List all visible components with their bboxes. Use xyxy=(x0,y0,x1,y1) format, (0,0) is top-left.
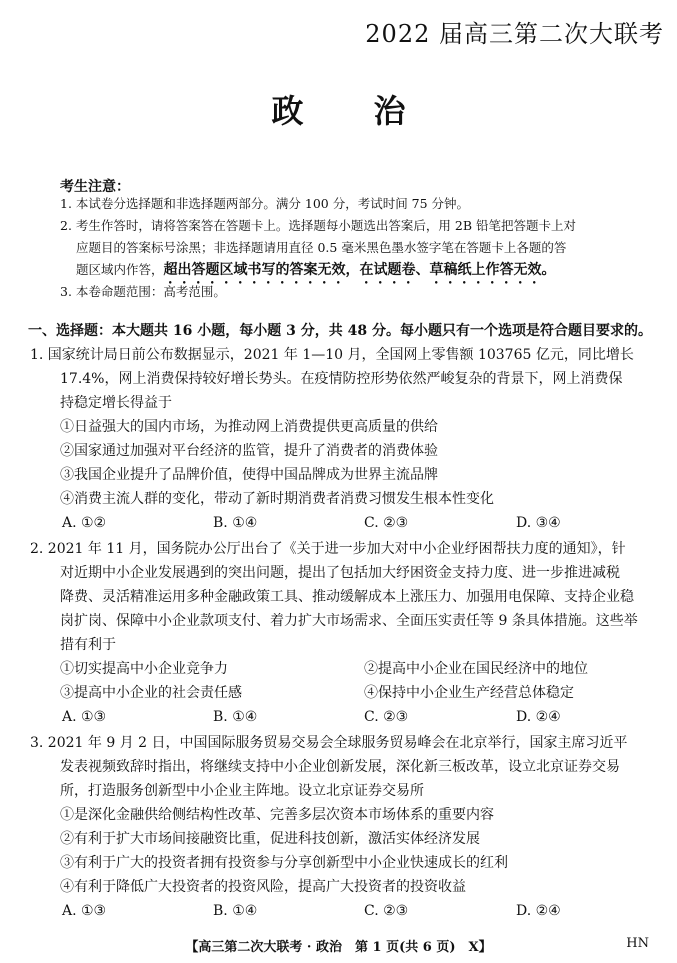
exam-title: 2022 届高三第二次大联考 xyxy=(365,20,664,48)
q3-answer-b: B. ①④ xyxy=(213,903,258,919)
q3-option-1: ①是深化金融供给侧结构性改革、完善多层次资本市场体系的重要内容 xyxy=(60,807,494,823)
q1-answer-c: C. ②③ xyxy=(364,515,409,531)
notice-heading: 考生注意： xyxy=(60,179,130,195)
section-heading: 一、选择题：本大题共 16 小题，每小题 3 分，共 48 分。每小题只有一个选项是符合题目要求的。 xyxy=(28,323,652,339)
q1-answer-a: A. ①② xyxy=(62,515,107,531)
q3-answer-d: D. ②④ xyxy=(516,903,561,919)
subject-title xyxy=(0,86,677,132)
notice-line-3: 应题目的答案标号涂黑；非选择题请用直径 0.5 毫米黑色墨水签字笔在答题卡上各题的答 xyxy=(76,240,567,255)
q1-option-3: ③我国企业提升了品牌价值，使得中国品牌成为世界主流品牌 xyxy=(60,467,438,483)
q2-stem-line-2: 对近期中小企业发展遇到的突出问题，提出了包括加大纾困资金支持力度、进一步推进减税 xyxy=(60,565,620,581)
q1-stem-line-1: 1. 国家统计局日前公布数据显示，2021 年 1—10 月，全国网上零售额 103765 亿元，同比增长 xyxy=(30,347,634,363)
notice-line-4-plain: 题区域内作答， xyxy=(76,262,164,277)
q1-option-4: ④消费主流人群的变化，带动了新时期消费者消费习惯发生根本性变化 xyxy=(60,491,494,507)
q3-option-4: ④有利于降低广大投资者的投资风险，提高广大投资者的投资收益 xyxy=(60,879,466,895)
q2-answer-a: A. ①③ xyxy=(62,709,107,725)
subject-char-2: 治 xyxy=(373,92,406,130)
region-code: HN xyxy=(626,936,649,951)
q3-option-3: ③有利于广大的投资者拥有投资参与分享创新型中小企业快速成长的红利 xyxy=(60,855,508,871)
q2-answer-c: C. ②③ xyxy=(364,709,409,725)
q2-stem-line-3: 降费、灵活精准运用多种金融政策工具、推动缓解成本上涨压力、加强用电保障、支持企业稳 xyxy=(60,589,634,605)
subject-char-1: 政 xyxy=(271,92,304,130)
q2-stem-line-1: 2. 2021 年 11 月，国务院办公厅出台了《关于进一步加大对中小企业纾困帮扶力度的通知》，针 xyxy=(30,541,626,557)
q2-option-2: ②提高中小企业在国民经济中的地位 xyxy=(364,661,588,677)
q3-stem-line-3: 所，打造服务创新型中小企业主阵地。设立北京证券交易所 xyxy=(60,783,424,799)
q3-option-2: ②有利于扩大市场间接融资比重，促进科技创新，激活实体经济发展 xyxy=(60,831,480,847)
q2-option-3: ③提高中小企业的社会责任感 xyxy=(60,685,242,701)
notice-line-2: 2. 考生作答时，请将答案答在答题卡上。选择题每小题选出答案后，用 2B 铅笔把答题卡上对 xyxy=(60,218,576,233)
q1-option-1: ①日益强大的国内市场，为推动网上消费提供更高质量的供给 xyxy=(60,419,438,435)
q2-option-1: ①切实提高中小企业竞争力 xyxy=(60,661,228,677)
q2-option-4: ④保持中小企业生产经营总体稳定 xyxy=(364,685,574,701)
q1-stem-line-3: 持稳定增长得益于 xyxy=(60,395,172,411)
q3-stem-line-1: 3. 2021 年 9 月 2 日，中国国际服务贸易交易会全球服务贸易峰会在北京举行，国家主席习近平 xyxy=(30,735,628,751)
notice-line-4-emphasis: 超出答题区域书写的答案无效，在试题卷、草稿纸上作答无效。 xyxy=(163,262,556,278)
q3-answer-c: C. ②③ xyxy=(364,903,409,919)
page-footer: 【高三第二次大联考 · 政治 第 1 页(共 6 页) X】 xyxy=(185,940,492,955)
q2-answer-d: D. ②④ xyxy=(516,709,561,725)
q2-stem-line-4: 岗扩岗、保障中小企业款项支付、着力扩大市场需求、全面压实责任等 9 条具体措施。这些举 xyxy=(60,613,638,629)
q2-answer-b: B. ①④ xyxy=(213,709,258,725)
q1-stem-line-2: 17.4%，网上消费保持较好增长势头。在疫情防控形势依然严峻复杂的背景下，网上消费保 xyxy=(60,371,623,387)
q2-stem-line-5: 措有利于 xyxy=(60,637,116,653)
notice-line-1: 1. 本试卷分选择题和非选择题两部分。满分 100 分，考试时间 75 分钟。 xyxy=(60,196,470,211)
q1-answer-d: D. ③④ xyxy=(516,515,561,531)
notice-line-5: 3. 本卷命题范围：高考范围。 xyxy=(60,284,226,299)
q3-answer-a: A. ①③ xyxy=(62,903,107,919)
q3-stem-line-2: 发表视频致辞时指出，将继续支持中小企业创新发展，深化新三板改革，设立北京证券交易 xyxy=(60,759,620,775)
q1-answer-b: B. ①④ xyxy=(213,515,258,531)
q1-option-2: ②国家通过加强对平台经济的监管，提升了消费者的消费体验 xyxy=(60,443,438,459)
